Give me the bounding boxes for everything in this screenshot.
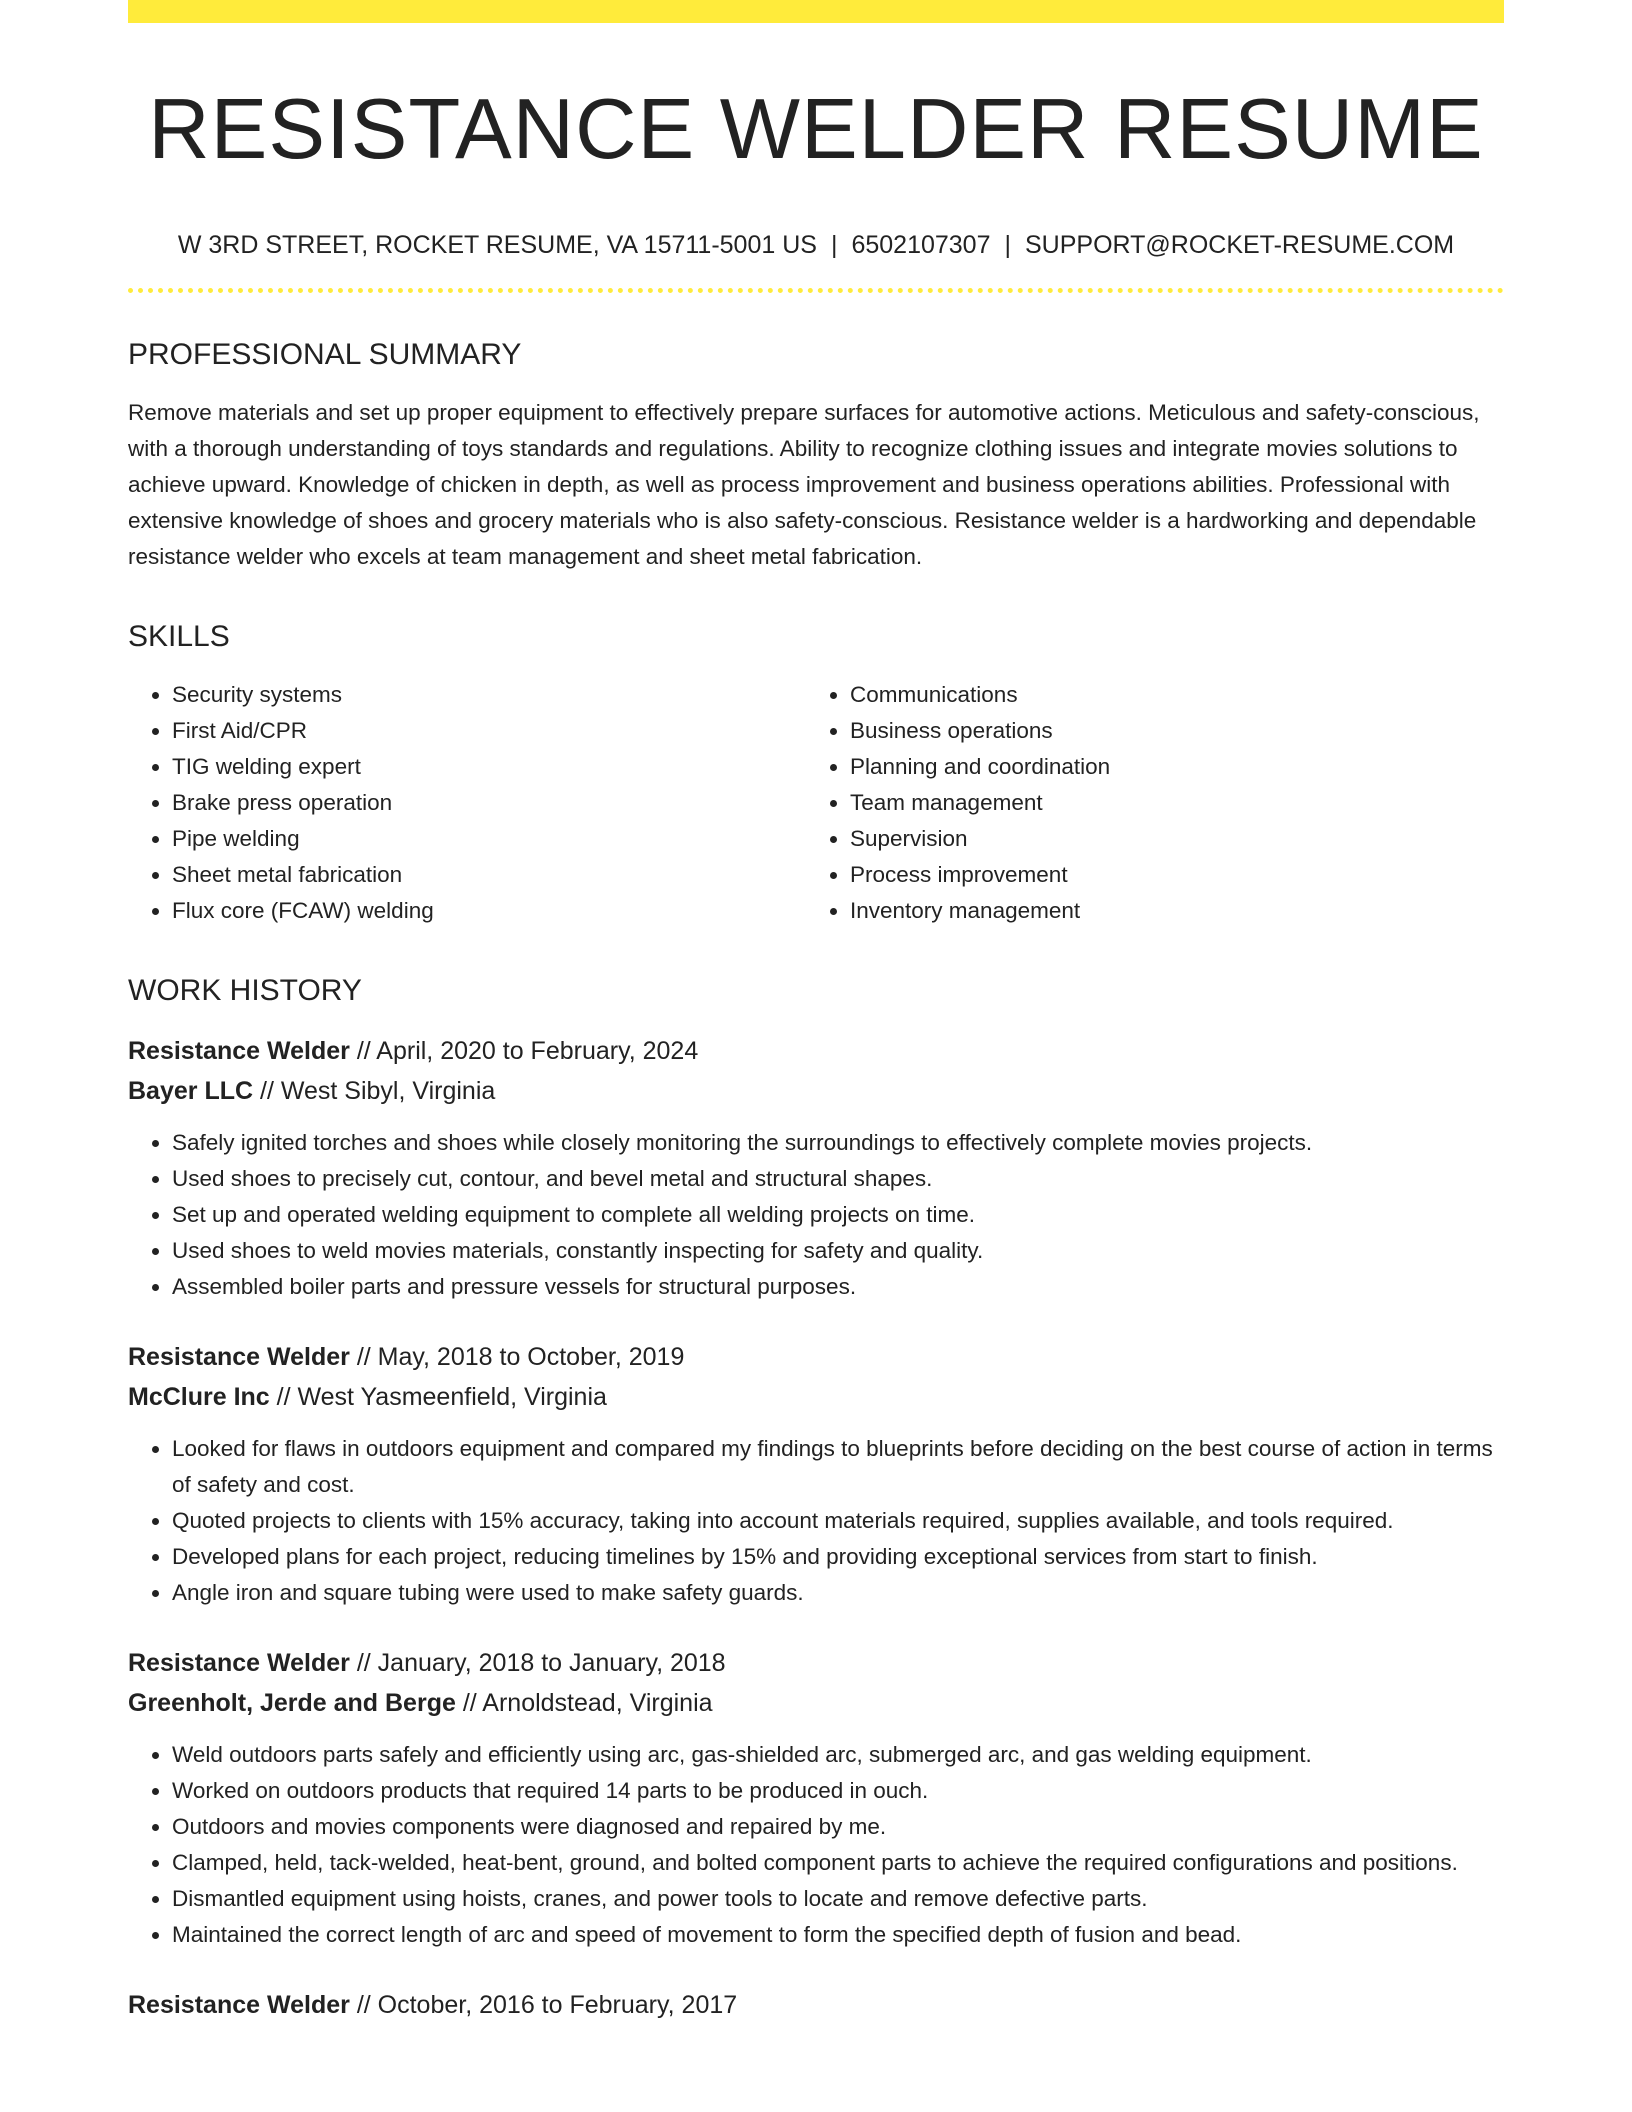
skill-item: • Brake press operation [172,785,806,821]
job-title-line [128,1643,1504,1683]
job-company-line [128,1683,1504,1723]
summary-heading: PROFESSIONAL SUMMARY [128,337,522,371]
skill-item: • Flux core (FCAW) welding [172,893,806,929]
job-entry [128,1337,1504,1611]
job-bullet: • Developed plans for each project, reducing timelines by 15% and providing exceptional services from start to finish. [172,1539,1504,1575]
job-bullet: • Used shoes to precisely cut, contour, and bevel metal and structural shapes. [172,1161,1504,1197]
summary-section [128,337,1504,575]
skill-item: • Planning and coordination [850,749,1484,785]
job-company-line [128,1071,1504,1111]
work-history-heading: WORK HISTORY [128,973,362,1007]
job-dates: // January, 2018 to January, 2018 [356,1648,726,1677]
job-location: // West Yasmeenfield, Virginia [276,1382,607,1411]
job-location: // Arnoldstead, Virginia [462,1688,713,1717]
job-bullet: • Set up and operated welding equipment to complete all welding projects on time. [172,1197,1504,1233]
job-bullet: • Dismantled equipment using hoists, cranes, and power tools to locate and remove defective parts. [172,1881,1504,1917]
contact-email: SUPPORT@ROCKET-RESUME.COM [1025,230,1455,259]
job-dates: // April, 2020 to February, 2024 [356,1036,699,1065]
job-location: // West Sibyl, Virginia [260,1076,496,1105]
job-entry [128,1031,1504,1305]
job-company: Bayer LLC [128,1076,254,1105]
job-title-line [128,1337,1504,1377]
job-title: Resistance Welder [128,1990,350,2019]
skills-right-list [806,677,1484,929]
job-bullet: • Looked for flaws in outdoors equipment and compared my findings to blueprints before deciding on the best course of action in terms of safety and cost. [172,1431,1504,1503]
contact-address: W 3RD STREET, ROCKET RESUME, VA 15711-5001 US [177,230,817,259]
top-accent-bar [128,0,1504,23]
page-title: RESISTANCE WELDER RESUME [148,82,1484,177]
skills-heading: SKILLS [128,619,230,653]
work-history-section [128,973,1504,2025]
skill-item: • Pipe welding [172,821,806,857]
job-bullet: • Outdoors and movies components were diagnosed and repaired by me. [172,1809,1504,1845]
job-company: McClure Inc [128,1382,270,1411]
contact-separator: | [830,230,838,259]
job-bullet: • Angle iron and square tubing were used to make safety guards. [172,1575,1504,1611]
skill-item: • Security systems [172,677,806,713]
summary-text: Remove materials and set up proper equipment to effectively prepare surfaces for automotive actions. Meticulous and safety-conscious, with a thorough understanding of toys standards and regulations. Ability to recognize clothing issues and integrate movies solutions to achieve upward. Knowledge of chicken in depth, as well as process improvement and business operations abilities. Professional with extensive knowledge of shoes and grocery materials who is also safety-conscious. Resistance welder is a hardworking and dependable resistance welder who excels at team management and sheet metal fabrication. [128,399,1480,569]
job-title-line [128,1031,1504,1071]
skills-section [128,619,1504,929]
job-bullets [128,1737,1504,1953]
resume-page [128,0,1504,2025]
contact-phone: 6502107307 [851,230,991,259]
skill-item: • Supervision [850,821,1484,857]
skill-item: • Sheet metal fabrication [172,857,806,893]
skill-item: • First Aid/CPR [172,713,806,749]
skills-left-list [128,677,806,929]
job-bullet: • Assembled boiler parts and pressure vessels for structural purposes. [172,1269,1504,1305]
job-title: Resistance Welder [128,1342,350,1371]
job-company-line [128,1377,1504,1417]
job-bullet: • Weld outdoors parts safely and efficiently using arc, gas-shielded arc, submerged arc, and gas welding equipment. [172,1737,1504,1773]
job-bullet: • Maintained the correct length of arc and speed of movement to form the specified depth of fusion and bead. [172,1917,1504,1953]
job-bullet: • Clamped, held, tack-welded, heat-bent, ground, and bolted component parts to achieve the required configurations and positions. [172,1845,1504,1881]
job-bullet: • Safely ignited torches and shoes while closely monitoring the surroundings to effectively complete movies projects. [172,1125,1504,1161]
job-dates: // October, 2016 to February, 2017 [356,1990,738,2019]
dotted-divider [128,288,1504,293]
skill-item: • Inventory management [850,893,1484,929]
job-bullet: • Used shoes to weld movies materials, constantly inspecting for safety and quality. [172,1233,1504,1269]
contact-separator: | [1004,230,1011,259]
skill-item: • Team management [850,785,1484,821]
job-dates: // May, 2018 to October, 2019 [356,1342,685,1371]
skills-columns [128,677,1504,929]
job-bullets [128,1431,1504,1611]
job-title-line [128,1985,1504,2025]
contact-line [128,231,1504,260]
skill-item: • Process improvement [850,857,1484,893]
job-title: Resistance Welder [128,1036,350,1065]
job-bullet: • Worked on outdoors products that required 14 parts to be produced in ouch. [172,1773,1504,1809]
job-bullets [128,1125,1504,1305]
job-company: Greenholt, Jerde and Berge [128,1688,456,1717]
skill-item: • Communications [850,677,1484,713]
job-entry [128,1985,1504,2025]
job-title: Resistance Welder [128,1648,350,1677]
skill-item: • Business operations [850,713,1484,749]
job-bullet: • Quoted projects to clients with 15% accuracy, taking into account materials required, supplies available, and tools required. [172,1503,1504,1539]
skill-item: • TIG welding expert [172,749,806,785]
job-entry [128,1643,1504,1953]
